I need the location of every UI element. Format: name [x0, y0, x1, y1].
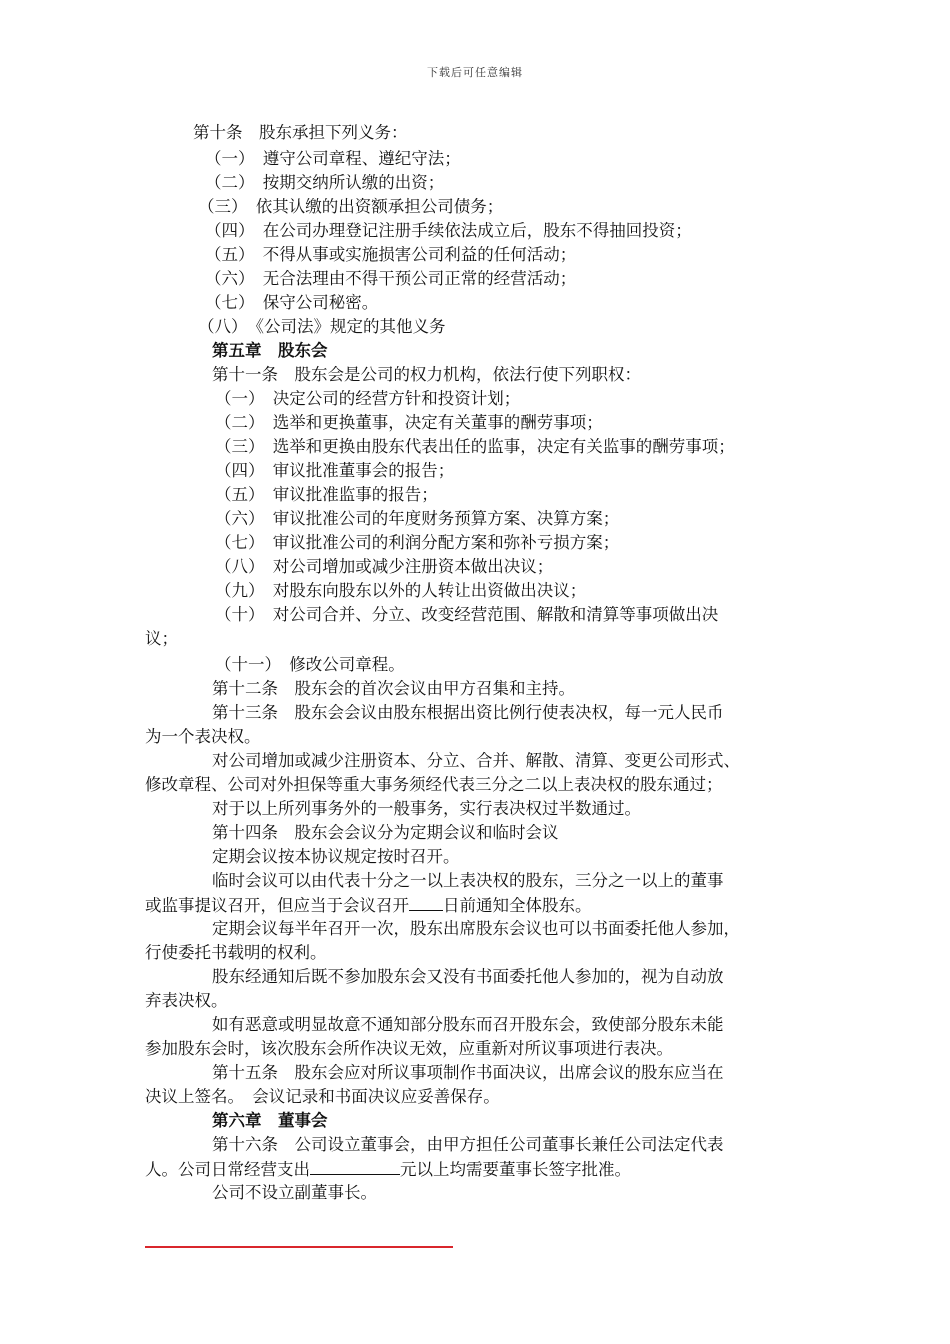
article-10-item-6: （六） 无合法理由不得干预公司正常的经营活动； [205, 269, 577, 288]
article-11-item-11: （十一） 修改公司章程。 [215, 655, 405, 674]
article-11-item-2: （二） 选举和更换董事，决定有关董事的酬劳事项； [215, 413, 603, 432]
text-segment: 或监事提议召开，但应当于会议召开 [145, 896, 409, 915]
text-segment: 日前通知全体股东。 [443, 896, 592, 915]
article-10-item-7: （七） 保守公司秘密。 [205, 293, 379, 312]
article-14-para-5-line-2: 参加股东会时，该次股东会所作决议无效，应重新对所议事项进行表决。 [145, 1039, 673, 1058]
chapter-5-heading: 第五章 股东会 [212, 341, 328, 360]
article-11-item-9: （九） 对股东向股东以外的人转让出资做出决议； [215, 581, 587, 600]
article-14-para-1: 定期会议按本协议规定按时召开。 [212, 847, 460, 866]
blank-amount-field [310, 1158, 400, 1175]
article-14-para-3-line-1: 定期会议每半年召开一次，股东出席股东会议也可以书面委托他人参加， [212, 919, 740, 938]
chapter-6-heading: 第六章 董事会 [212, 1111, 328, 1130]
article-15-line-2: 决议上签名。 会议记录和书面决议应妥善保存。 [145, 1087, 500, 1106]
footnote-divider [145, 1246, 453, 1248]
article-10-item-2: （二） 按期交纳所认缴的出资； [205, 173, 445, 192]
article-13-para-2-line-2: 修改章程、公司对外担保等重大事务须经代表三分之二以上表决权的股东通过； [145, 775, 723, 794]
text-segment: 人。公司日常经营支出 [145, 1160, 310, 1179]
article-10-item-8: （八） 《公司法》规定的其他义务 [198, 317, 446, 336]
article-11-item-3: （三） 选举和更换由股东代表出任的监事，决定有关监事的酬劳事项； [215, 437, 735, 456]
article-13-para-2-line-1: 对公司增加或减少注册资本、分立、合并、解散、清算、变更公司形式、 [212, 751, 740, 770]
article-14-para-4-line-1: 股东经通知后既不参加股东会又没有书面委托他人参加的，视为自动放 [212, 967, 724, 986]
article-11-item-4: （四） 审议批准董事会的报告； [215, 461, 455, 480]
article-16-line-1: 第十六条 公司设立董事会，由甲方担任公司董事长兼任公司法定代表 [212, 1135, 724, 1154]
article-11-title: 第十一条 股东会是公司的权力机构，依法行使下列职权： [212, 365, 641, 384]
article-10-item-5: （五） 不得从事或实施损害公司利益的任何活动； [205, 245, 577, 264]
article-11-item-5: （五） 审议批准监事的报告； [215, 485, 438, 504]
article-11-item-6: （六） 审议批准公司的年度财务预算方案、决算方案； [215, 509, 620, 528]
page-header: 下载后可任意编辑 [427, 66, 523, 79]
article-16-line-2 [145, 1158, 631, 1181]
article-10-item-3: （三） 依其认缴的出资额承担公司债务； [198, 197, 504, 216]
text-segment: 元以上均需要董事长签字批准。 [400, 1160, 631, 1179]
article-13-para-3: 对于以上所列事务外的一般事务，实行表决权过半数通过。 [212, 799, 641, 818]
article-11-item-8: （八） 对公司增加或减少注册资本做出决议； [215, 557, 554, 576]
article-10-item-4: （四） 在公司办理登记注册手续依法成立后，股东不得抽回投资； [205, 221, 692, 240]
article-13-line-2: 为一个表决权。 [145, 727, 261, 746]
article-14-para-2-line-1: 临时会议可以由代表十分之一以上表决权的股东，三分之一以上的董事 [212, 871, 724, 890]
article-14-para-3-line-2: 行使委托书载明的权利。 [145, 943, 327, 962]
article-14-para-2-line-2 [145, 894, 592, 917]
article-12: 第十二条 股东会的首次会议由甲方召集和主持。 [212, 679, 575, 698]
article-14-para-5-line-1: 如有恶意或明显故意不通知部分股东而召开股东会，致使部分股东未能 [212, 1015, 724, 1034]
article-14-title: 第十四条 股东会会议分为定期会议和临时会议 [212, 823, 559, 842]
article-11-item-10-cont: 议； [145, 629, 178, 648]
article-10-item-1: （一） 遵守公司章程、遵纪守法； [205, 149, 461, 168]
article-11-item-1: （一） 决定公司的经营方针和投资计划； [215, 389, 521, 408]
article-13-line-1: 第十三条 股东会会议由股东根据出资比例行使表决权，每一元人民币 [212, 703, 724, 722]
article-16-para-2: 公司不设立副董事长。 [212, 1183, 377, 1202]
article-15-line-1: 第十五条 股东会应对所议事项制作书面决议，出席会议的股东应当在 [212, 1063, 724, 1082]
article-14-para-4-line-2: 弃表决权。 [145, 991, 228, 1010]
article-10-title: 第十条 股东承担下列义务： [193, 123, 408, 142]
article-11-item-10: （十） 对公司合并、分立、改变经营范围、解散和清算等事项做出决 [215, 605, 719, 624]
blank-days-field [409, 894, 443, 911]
article-11-item-7: （七） 审议批准公司的利润分配方案和弥补亏损方案； [215, 533, 620, 552]
